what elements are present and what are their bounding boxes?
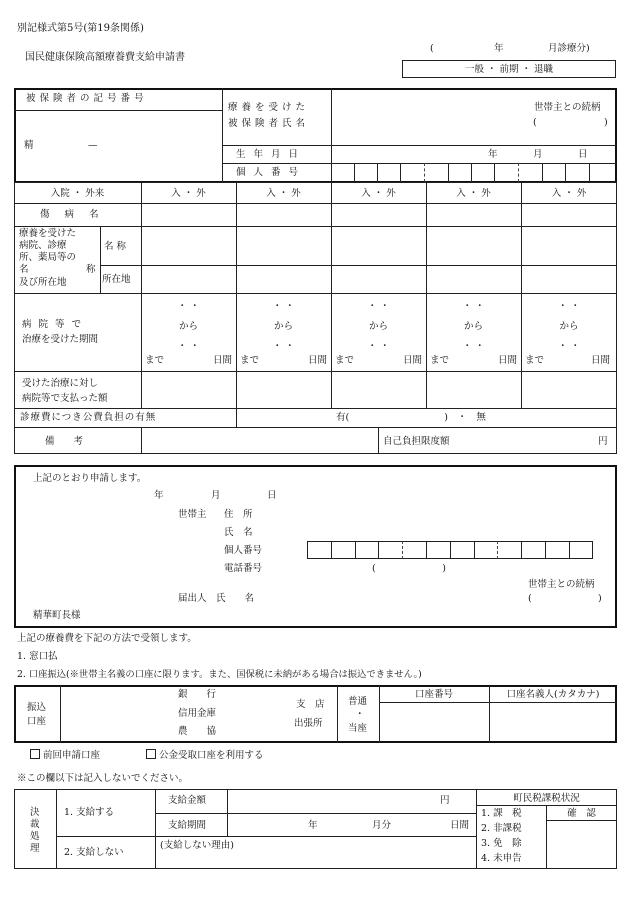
decision-2: 裁: [30, 819, 40, 830]
personal-no-label: 個人番号: [236, 167, 307, 178]
check-public-label: 公金受取口座を利用する: [159, 750, 264, 761]
facility-label-1: 療養を受けた: [19, 228, 77, 239]
period-to-dots-2: ・ ・: [272, 341, 295, 352]
transfer-label-1: 振込: [27, 702, 47, 713]
insured-code-prefix: 精: [24, 140, 34, 151]
no-pay-option: 2. 支給しない: [64, 847, 124, 858]
addressee: 精華町長様: [33, 610, 81, 621]
dob-day: 日: [578, 149, 588, 160]
app-relation-label: 世帯主との続柄: [528, 579, 595, 590]
period-from-3: から: [368, 321, 388, 332]
tax-4: 4. 未申告: [481, 853, 522, 864]
in-out-4[interactable]: 入 ・ 外: [456, 188, 491, 199]
pay-option: 1. 支給する: [64, 807, 115, 818]
dob-label: 生年月日: [236, 149, 307, 160]
period-from-dots-1: ・ ・: [177, 301, 200, 312]
sub-branch-label: 出張所: [294, 718, 323, 729]
period-label-1: 病 院 等 で: [22, 319, 84, 330]
tax-2: 2. 非課税: [481, 823, 522, 834]
period-days-1: 日間: [213, 355, 233, 366]
remarks-label: 備 考: [45, 436, 84, 447]
app-date-year: 年: [154, 490, 164, 501]
acct-type-1[interactable]: 普通: [348, 696, 368, 707]
checkbox-icon[interactable]: [146, 749, 156, 759]
receipt-intro: 上記の療養費を下記の方法で受領します。: [17, 633, 197, 644]
householder-personal-no-label: 個人番号: [224, 545, 263, 556]
agri-label: 農 協: [178, 726, 217, 737]
amount-unit: 円: [440, 795, 450, 806]
office-period-days: 日間: [450, 820, 470, 831]
relation-open: (: [533, 117, 537, 128]
facility-label-4b: 称: [86, 264, 96, 275]
app-relation-close: ): [598, 593, 602, 604]
in-out-2[interactable]: 入 ・ 外: [266, 188, 301, 199]
check-previous[interactable]: [30, 749, 100, 761]
in-out-3[interactable]: 入 ・ 外: [361, 188, 396, 199]
branch-label: 支 店: [296, 699, 325, 710]
period-from-dots-4: ・ ・: [462, 301, 485, 312]
paid-label-2: 病院等で支払った額: [22, 393, 108, 404]
period-until-4: まで: [430, 355, 450, 366]
disease-label: 傷 病 名: [40, 209, 105, 220]
tax-status-label: 町民税課税状況: [513, 793, 580, 804]
office-note: ※この欄以下は記入しないでください。: [17, 773, 189, 784]
facility-label-4a: 名: [19, 264, 29, 275]
period-to-dots-3: ・ ・: [367, 341, 390, 352]
office-period-month: 月分: [372, 820, 392, 831]
period-from-2: から: [273, 321, 293, 332]
period-days-4: 日間: [498, 355, 518, 366]
period-days-2: 日間: [308, 355, 328, 366]
period-until-2: まで: [240, 355, 260, 366]
form-title: 国民健康保険高額療養費支給申請書: [25, 52, 185, 63]
householder-address-label: 住 所: [224, 509, 253, 520]
period-from-dots-2: ・ ・: [272, 301, 295, 312]
phone-value[interactable]: ( ): [372, 563, 446, 574]
app-relation-open: (: [528, 593, 532, 604]
period-from-dots-3: ・ ・: [367, 301, 390, 312]
decision-1: 決: [30, 807, 40, 818]
category-options[interactable]: 一般 ・ 前期 ・ 退職: [464, 64, 554, 75]
period-from-1: から: [178, 321, 198, 332]
period-until-5: まで: [525, 355, 545, 366]
limit-unit: 円: [598, 436, 608, 447]
period-until-3: まで: [335, 355, 355, 366]
dob-month: 月: [533, 149, 543, 160]
facility-address-label: 所在地: [102, 274, 131, 285]
facility-label-5: 及び所在地: [19, 277, 67, 288]
office-period-label: 支給期間: [168, 820, 207, 831]
paid-label-1: 受けた治療に対し: [22, 378, 99, 389]
office-period-year: 年: [308, 820, 318, 831]
acct-type-dot: ・: [355, 709, 365, 720]
receipt-option-1[interactable]: 1. 窓口払: [17, 651, 58, 662]
month-label: 月診療分): [548, 43, 590, 54]
tax-1: 1. 課 税: [481, 808, 522, 819]
facility-name-label: 名 称: [104, 241, 127, 252]
bank-label: 銀 行: [178, 689, 217, 700]
phone-label: 電話番号: [224, 563, 263, 574]
app-date-month: 月: [211, 490, 221, 501]
period-from-4: から: [463, 321, 483, 332]
decision-3: 処: [30, 831, 40, 842]
period-to-dots-4: ・ ・: [462, 341, 485, 352]
in-out-5[interactable]: 入 ・ 外: [551, 188, 587, 199]
admission-label: 入院 ・ 外来: [50, 188, 105, 199]
transfer-label-2: 口座: [27, 716, 47, 727]
public-value[interactable]: 有( ) ・ 無: [336, 412, 486, 423]
no-pay-reason: (支給しない理由): [160, 840, 234, 851]
insured-code-dash: —: [88, 140, 98, 151]
relation-label: 世帯主との続柄: [534, 102, 601, 113]
notifier-label: 届出人 氏 名: [178, 593, 255, 604]
checkbox-icon[interactable]: [30, 749, 40, 759]
patient-name-input[interactable]: [334, 90, 514, 142]
decision-4: 理: [30, 843, 40, 854]
insured-code-label: 被保険者の記号番号: [26, 93, 148, 104]
public-label: 診療費につき公費負担の有無: [20, 412, 157, 423]
period-days-5: 日間: [591, 355, 611, 366]
facility-label-3: 所、薬局等の: [19, 252, 77, 263]
check-previous-label: 前回申請口座: [43, 750, 101, 761]
in-out-1[interactable]: 入 ・ 外: [171, 188, 206, 199]
patient-label-1: 療養を受けた: [228, 102, 310, 113]
credit-label: 信用金庫: [178, 708, 217, 719]
limit-label: 自己負担限度額: [383, 436, 450, 447]
period-label-2: 治療を受けた期間: [22, 334, 99, 345]
period-to-dots-1: ・ ・: [177, 341, 200, 352]
acct-type-2[interactable]: 当座: [348, 723, 368, 734]
amount-label: 支給金額: [168, 795, 207, 806]
period-days-3: 日間: [403, 355, 423, 366]
application-statement: 上記のとおり申請します。: [33, 473, 147, 484]
insured-code-input[interactable]: [40, 124, 215, 154]
confirm-label: 確 認: [567, 808, 596, 819]
period-to-dots-5: ・ ・: [557, 341, 581, 352]
facility-label-2: 病院、診療: [19, 240, 67, 251]
app-date-day: 日: [267, 490, 277, 501]
patient-label-2: 被保険者氏名: [228, 118, 310, 129]
period-until-1: まで: [145, 355, 165, 366]
period-from-5: から: [559, 321, 579, 332]
month-year-label: 年: [494, 43, 504, 54]
tax-3: 3. 免 除: [481, 838, 522, 849]
acct-holder-label: 口座名義人(カタカナ): [506, 689, 600, 700]
check-public[interactable]: [146, 749, 264, 761]
form-number: 別記様式第5号(第19条関係): [17, 23, 144, 34]
month-open-paren: (: [430, 43, 434, 54]
receipt-option-2[interactable]: 2. 口座振込(※世帯主名義の口座に限ります。また、国保税に未納がある場合は振込できません。): [17, 669, 422, 680]
relation-close: ): [604, 117, 608, 128]
dob-year: 年: [488, 149, 498, 160]
acct-no-label: 口座番号: [414, 689, 453, 700]
householder-label: 世帯主: [178, 509, 207, 520]
householder-name-label: 氏 名: [224, 527, 253, 538]
period-from-dots-5: ・ ・: [557, 301, 581, 312]
